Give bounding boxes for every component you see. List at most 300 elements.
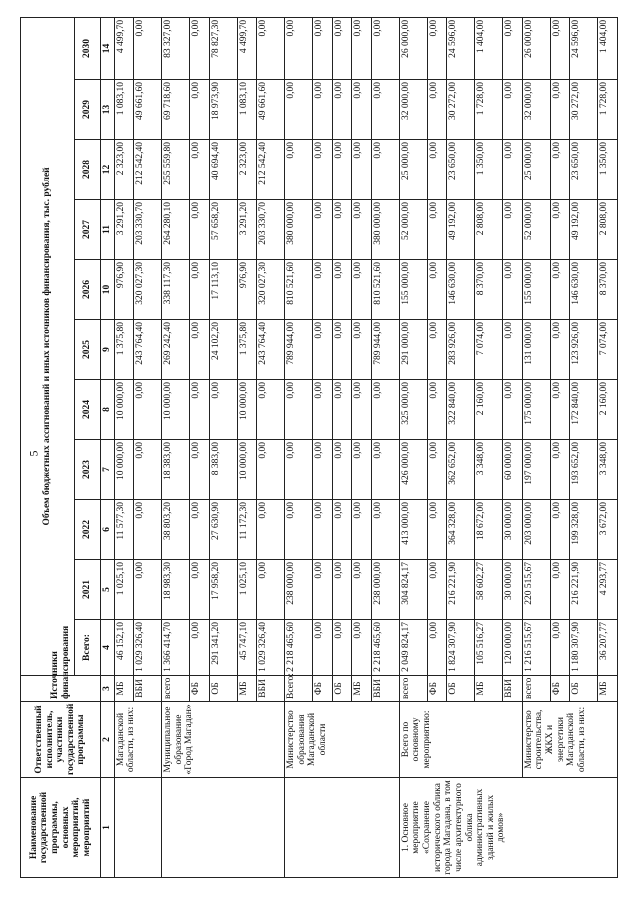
- year-value-cell: 131 000,00: [522, 320, 550, 380]
- year-value-cell: 0,00: [189, 500, 209, 560]
- year-value-cell: 0,00: [189, 380, 209, 440]
- year-value-cell: 146 630,00: [570, 260, 598, 320]
- header-numbers-row: [101, 17, 115, 877]
- year-value-cell: 0,00: [189, 440, 209, 500]
- year-value-cell: 0,00: [352, 80, 372, 140]
- header-number: 2: [101, 702, 115, 778]
- total-value-cell: 1 029 326,40: [134, 620, 162, 676]
- year-value-cell: 264 280,10: [162, 200, 190, 260]
- year-value-cell: 0,00: [312, 380, 332, 440]
- table-row: [114, 17, 134, 877]
- source-cell: ФБ: [550, 676, 570, 702]
- year-value-cell: 413 000,00: [399, 500, 427, 560]
- year-value-cell: 0,00: [312, 320, 332, 380]
- year-value-cell: 0,00: [312, 560, 332, 620]
- year-value-cell: 0,00: [332, 380, 352, 440]
- header-number: 11: [101, 200, 115, 260]
- year-value-cell: 269 242,40: [162, 320, 190, 380]
- header-year: 2025: [75, 320, 101, 380]
- source-cell: ФБ: [312, 676, 332, 702]
- year-value-cell: 976,90: [237, 260, 257, 320]
- year-value-cell: 49 192,00: [570, 200, 598, 260]
- year-value-cell: 52 000,00: [399, 200, 427, 260]
- source-cell: ФБ: [189, 676, 209, 702]
- year-value-cell: 322 840,00: [447, 380, 475, 440]
- year-value-cell: 0,00: [427, 17, 447, 79]
- year-value-cell: 1 025,10: [237, 560, 257, 620]
- year-value-cell: 18 672,00: [475, 500, 503, 560]
- year-value-cell: 0,00: [257, 17, 285, 79]
- header-year: 2023: [75, 440, 101, 500]
- executor-cell: Магаданской области, из них:: [114, 702, 162, 778]
- source-cell: ФБ: [427, 676, 447, 702]
- year-value-cell: 8 383,00: [209, 440, 237, 500]
- year-value-cell: 810 521,60: [285, 260, 313, 320]
- year-value-cell: 0,00: [189, 17, 209, 79]
- year-value-cell: 0,00: [312, 260, 332, 320]
- year-value-cell: 1 404,00: [598, 17, 618, 79]
- year-value-cell: 0,00: [332, 500, 352, 560]
- year-value-cell: 10 000,00: [114, 380, 134, 440]
- year-value-cell: 38 803,20: [162, 500, 190, 560]
- source-cell: МБ: [598, 676, 618, 702]
- year-value-cell: 291 000,00: [399, 320, 427, 380]
- year-value-cell: 2 323,00: [114, 140, 134, 200]
- year-value-cell: 0,00: [332, 80, 352, 140]
- year-value-cell: 0,00: [312, 17, 332, 79]
- header-year: 2022: [75, 500, 101, 560]
- year-value-cell: 0,00: [312, 200, 332, 260]
- year-value-cell: 1 083,10: [237, 80, 257, 140]
- total-value-cell: 0,00: [189, 620, 209, 676]
- year-value-cell: 810 521,60: [371, 260, 399, 320]
- year-value-cell: 0,00: [503, 200, 523, 260]
- year-value-cell: 0,00: [332, 560, 352, 620]
- year-value-cell: 0,00: [352, 260, 372, 320]
- year-value-cell: 123 926,00: [570, 320, 598, 380]
- source-cell: всего: [399, 676, 427, 702]
- year-value-cell: 3 348,00: [598, 440, 618, 500]
- year-value-cell: 11 577,30: [114, 500, 134, 560]
- year-value-cell: 49 192,00: [447, 200, 475, 260]
- year-value-cell: 1 083,10: [114, 80, 134, 140]
- year-value-cell: 2 808,00: [598, 200, 618, 260]
- year-value-cell: 30 000,00: [503, 560, 523, 620]
- year-value-cell: 0,00: [427, 560, 447, 620]
- total-value-cell: 0,00: [427, 620, 447, 676]
- year-value-cell: 255 559,80: [162, 140, 190, 200]
- year-value-cell: 0,00: [550, 260, 570, 320]
- year-value-cell: 0,00: [371, 17, 399, 79]
- year-value-cell: 0,00: [134, 380, 162, 440]
- total-value-cell: 1 216 515,67: [522, 620, 550, 676]
- header-volume: Объем бюджетных ассигнований и иных источников финансирования, тыс. рублей: [21, 17, 75, 675]
- year-value-cell: 0,00: [503, 320, 523, 380]
- year-value-cell: 10 000,00: [237, 380, 257, 440]
- year-value-cell: 0,00: [189, 560, 209, 620]
- total-value-cell: 0,00: [550, 620, 570, 676]
- year-value-cell: 30 000,00: [503, 500, 523, 560]
- year-value-cell: 1 375,80: [114, 320, 134, 380]
- header-number: 8: [101, 380, 115, 440]
- year-value-cell: 24 102,20: [209, 320, 237, 380]
- year-value-cell: 0,00: [427, 80, 447, 140]
- total-value-cell: 120 000,00: [503, 620, 523, 676]
- year-value-cell: 0,00: [427, 200, 447, 260]
- year-value-cell: 0,00: [371, 140, 399, 200]
- year-value-cell: 216 221,90: [570, 560, 598, 620]
- year-value-cell: 1 350,00: [598, 140, 618, 200]
- year-value-cell: 155 000,00: [522, 260, 550, 320]
- table-body: [114, 17, 617, 877]
- year-value-cell: 11 172,30: [237, 500, 257, 560]
- header-year: 2024: [75, 380, 101, 440]
- year-value-cell: 238 000,00: [285, 560, 313, 620]
- year-value-cell: 1 404,00: [475, 17, 503, 79]
- header-year: 2030: [75, 17, 101, 79]
- year-value-cell: 49 661,60: [134, 80, 162, 140]
- table-row: [162, 17, 190, 877]
- year-value-cell: 304 824,17: [399, 560, 427, 620]
- year-value-cell: 0,00: [312, 500, 332, 560]
- source-cell: ВБИ: [503, 676, 523, 702]
- year-value-cell: 0,00: [550, 560, 570, 620]
- source-cell: всего: [522, 676, 550, 702]
- year-value-cell: 0,00: [550, 200, 570, 260]
- total-value-cell: 105 516,27: [475, 620, 503, 676]
- year-value-cell: 0,00: [257, 500, 285, 560]
- year-value-cell: 78 827,30: [209, 17, 237, 79]
- source-cell: ОБ: [447, 676, 475, 702]
- source-cell: МБ: [114, 676, 134, 702]
- year-value-cell: 0,00: [371, 440, 399, 500]
- year-value-cell: 1 350,00: [475, 140, 503, 200]
- year-value-cell: 0,00: [257, 560, 285, 620]
- year-value-cell: 26 000,00: [399, 17, 427, 79]
- year-value-cell: 0,00: [352, 500, 372, 560]
- year-value-cell: 1 025,10: [114, 560, 134, 620]
- page-number: 5: [26, 450, 41, 457]
- year-value-cell: 0,00: [312, 140, 332, 200]
- year-value-cell: 32 000,00: [522, 80, 550, 140]
- year-value-cell: 0,00: [352, 140, 372, 200]
- year-value-cell: 172 840,00: [570, 380, 598, 440]
- year-value-cell: 17 113,10: [209, 260, 237, 320]
- year-value-cell: 0,00: [503, 80, 523, 140]
- year-value-cell: 0,00: [550, 500, 570, 560]
- year-value-cell: 0,00: [352, 440, 372, 500]
- year-value-cell: 17 958,20: [209, 560, 237, 620]
- year-value-cell: 23 650,00: [447, 140, 475, 200]
- year-value-cell: 0,00: [550, 80, 570, 140]
- year-value-cell: 0,00: [285, 140, 313, 200]
- year-value-cell: 212 542,40: [257, 140, 285, 200]
- year-value-cell: 0,00: [257, 380, 285, 440]
- year-value-cell: 216 221,90: [447, 560, 475, 620]
- year-value-cell: 4 499,70: [114, 17, 134, 79]
- executor-cell: Всего по основному мероприятию:: [399, 702, 522, 778]
- year-value-cell: 0,00: [285, 500, 313, 560]
- rotated-page: [20, 18, 618, 878]
- year-value-cell: 364 328,00: [447, 500, 475, 560]
- year-value-cell: 4 293,77: [598, 560, 618, 620]
- year-value-cell: 3 291,20: [237, 200, 257, 260]
- source-cell: МБ: [237, 676, 257, 702]
- header-name: Наименование государственной программы, основных мероприятий, мероприятий: [21, 778, 101, 878]
- total-value-cell: 2 218 465,60: [371, 620, 399, 676]
- year-value-cell: 212 542,40: [134, 140, 162, 200]
- year-value-cell: 362 652,00: [447, 440, 475, 500]
- year-value-cell: 0,00: [189, 140, 209, 200]
- header-year: 2029: [75, 80, 101, 140]
- year-value-cell: 0,00: [189, 260, 209, 320]
- year-value-cell: 0,00: [189, 80, 209, 140]
- year-value-cell: 27 630,90: [209, 500, 237, 560]
- source-cell: ВБИ: [134, 676, 162, 702]
- source-cell: ОБ: [570, 676, 598, 702]
- year-value-cell: 49 661,60: [257, 80, 285, 140]
- year-value-cell: 0,00: [503, 380, 523, 440]
- year-value-cell: 24 596,00: [447, 17, 475, 79]
- header-number: 6: [101, 500, 115, 560]
- header-number: 10: [101, 260, 115, 320]
- year-value-cell: 283 926,00: [447, 320, 475, 380]
- source-cell: всего: [162, 676, 190, 702]
- year-value-cell: 0,00: [285, 80, 313, 140]
- header-number: 12: [101, 140, 115, 200]
- year-value-cell: 0,00: [550, 17, 570, 79]
- year-value-cell: 220 515,67: [522, 560, 550, 620]
- year-value-cell: 3 291,20: [114, 200, 134, 260]
- year-value-cell: 0,00: [134, 17, 162, 79]
- year-value-cell: 1 728,00: [475, 80, 503, 140]
- total-value-cell: 0,00: [332, 620, 352, 676]
- source-cell: МБ: [352, 676, 372, 702]
- source-cell: ВБИ: [257, 676, 285, 702]
- year-value-cell: 26 000,00: [522, 17, 550, 79]
- year-value-cell: 2 808,00: [475, 200, 503, 260]
- year-value-cell: 8 370,00: [598, 260, 618, 320]
- header-number: 9: [101, 320, 115, 380]
- year-value-cell: 0,00: [332, 17, 352, 79]
- year-value-cell: 380 000,00: [371, 200, 399, 260]
- program-name-cell: [162, 778, 285, 878]
- year-value-cell: 0,00: [371, 500, 399, 560]
- year-value-cell: 0,00: [332, 320, 352, 380]
- year-value-cell: 25 000,00: [399, 140, 427, 200]
- year-value-cell: 0,00: [332, 440, 352, 500]
- year-value-cell: 30 272,00: [570, 80, 598, 140]
- year-value-cell: 2 160,00: [475, 380, 503, 440]
- header-year: 2021: [75, 560, 101, 620]
- year-value-cell: 193 652,00: [570, 440, 598, 500]
- total-value-cell: 291 341,20: [209, 620, 237, 676]
- year-value-cell: 30 272,00: [447, 80, 475, 140]
- year-value-cell: 789 944,00: [371, 320, 399, 380]
- total-value-cell: 0,00: [352, 620, 372, 676]
- year-value-cell: 789 944,00: [285, 320, 313, 380]
- year-value-cell: 0,00: [134, 500, 162, 560]
- year-value-cell: 0,00: [134, 560, 162, 620]
- year-value-cell: 0,00: [285, 17, 313, 79]
- source-cell: ОБ: [209, 676, 237, 702]
- year-value-cell: 426 000,00: [399, 440, 427, 500]
- year-value-cell: 2 323,00: [237, 140, 257, 200]
- year-value-cell: 0,00: [550, 440, 570, 500]
- year-value-cell: 25 000,00: [522, 140, 550, 200]
- year-value-cell: 238 000,00: [371, 560, 399, 620]
- year-value-cell: 243 764,40: [257, 320, 285, 380]
- year-value-cell: 0,00: [427, 500, 447, 560]
- header-year: 2027: [75, 200, 101, 260]
- year-value-cell: 197 000,00: [522, 440, 550, 500]
- header-number: 3: [101, 676, 115, 702]
- header-number: 5: [101, 560, 115, 620]
- year-value-cell: 203 330,70: [257, 200, 285, 260]
- header-year: 2026: [75, 260, 101, 320]
- year-value-cell: 155 000,00: [399, 260, 427, 320]
- year-value-cell: 0,00: [189, 320, 209, 380]
- year-value-cell: 325 000,00: [399, 380, 427, 440]
- program-name-cell: [114, 778, 162, 878]
- executor-cell: Муниципальное образование «Город Магадан»: [162, 702, 285, 778]
- year-value-cell: 57 658,20: [209, 200, 237, 260]
- table-row: [399, 17, 427, 877]
- year-value-cell: 380 000,00: [285, 200, 313, 260]
- total-value-cell: 0,00: [312, 620, 332, 676]
- year-value-cell: 0,00: [352, 200, 372, 260]
- year-value-cell: 0,00: [352, 380, 372, 440]
- year-value-cell: 23 650,00: [570, 140, 598, 200]
- year-value-cell: 60 000,00: [503, 440, 523, 500]
- header-total: Всего:: [75, 620, 101, 676]
- year-value-cell: 1 728,00: [598, 80, 618, 140]
- year-value-cell: 10 000,00: [162, 380, 190, 440]
- source-cell: ОБ: [332, 676, 352, 702]
- header-source: Источники финансирования: [21, 676, 101, 702]
- financing-table: [20, 17, 618, 878]
- year-value-cell: 0,00: [332, 140, 352, 200]
- year-value-cell: 83 327,00: [162, 17, 190, 79]
- year-value-cell: 3 348,00: [475, 440, 503, 500]
- year-value-cell: 203 330,70: [134, 200, 162, 260]
- header-executor: Ответственный исполнитель, участники государственной программы: [21, 702, 101, 778]
- year-value-cell: 32 000,00: [399, 80, 427, 140]
- total-value-cell: 45 747,10: [237, 620, 257, 676]
- year-value-cell: 3 672,00: [598, 500, 618, 560]
- year-value-cell: 0,00: [503, 260, 523, 320]
- header-number: 14: [101, 17, 115, 79]
- executor-cell: Министерство строительства, ЖКХ и энергетики Магаданской области, из них:: [522, 702, 617, 778]
- header-number: 1: [101, 778, 115, 878]
- year-value-cell: 0,00: [332, 200, 352, 260]
- year-value-cell: 175 000,00: [522, 380, 550, 440]
- total-value-cell: 1 824 307,90: [447, 620, 475, 676]
- total-value-cell: 1 180 307,90: [570, 620, 598, 676]
- year-value-cell: 0,00: [427, 320, 447, 380]
- year-value-cell: 2 160,00: [598, 380, 618, 440]
- year-value-cell: 0,00: [371, 80, 399, 140]
- total-value-cell: 46 152,10: [114, 620, 134, 676]
- year-value-cell: 0,00: [550, 320, 570, 380]
- year-value-cell: 338 117,30: [162, 260, 190, 320]
- year-value-cell: 8 370,00: [475, 260, 503, 320]
- year-value-cell: 0,00: [427, 380, 447, 440]
- year-value-cell: 0,00: [503, 17, 523, 79]
- year-value-cell: 243 764,40: [134, 320, 162, 380]
- year-value-cell: 199 328,00: [570, 500, 598, 560]
- year-value-cell: 10 000,00: [114, 440, 134, 500]
- year-value-cell: 0,00: [550, 140, 570, 200]
- table-row: [285, 17, 313, 877]
- year-value-cell: 0,00: [312, 440, 332, 500]
- header-number: 7: [101, 440, 115, 500]
- year-value-cell: 0,00: [285, 380, 313, 440]
- year-value-cell: 7 074,00: [598, 320, 618, 380]
- year-value-cell: 10 000,00: [237, 440, 257, 500]
- source-cell: Всего:: [285, 676, 313, 702]
- year-value-cell: 320 027,30: [257, 260, 285, 320]
- table-row: [522, 17, 550, 877]
- year-value-cell: 146 630,00: [447, 260, 475, 320]
- year-value-cell: 0,00: [352, 17, 372, 79]
- year-value-cell: 0,00: [257, 440, 285, 500]
- total-value-cell: 2 218 465,60: [285, 620, 313, 676]
- total-value-cell: 1 366 414,70: [162, 620, 190, 676]
- program-name-cell: 1. Основное мероприятие «Сохранение исторического облика города Магадана, в том числе архитектурного облика административных зданий и жилых домов»: [399, 778, 617, 878]
- program-name-cell: [285, 778, 400, 878]
- header-number: 13: [101, 80, 115, 140]
- year-value-cell: 0,00: [352, 320, 372, 380]
- year-value-cell: 203 000,00: [522, 500, 550, 560]
- year-value-cell: 4 499,70: [237, 17, 257, 79]
- source-cell: МБ: [475, 676, 503, 702]
- year-value-cell: 24 596,00: [570, 17, 598, 79]
- year-value-cell: 1 375,80: [237, 320, 257, 380]
- year-value-cell: 0,00: [209, 380, 237, 440]
- year-value-cell: 40 694,40: [209, 140, 237, 200]
- year-value-cell: 18 973,90: [209, 80, 237, 140]
- total-value-cell: 2 049 824,17: [399, 620, 427, 676]
- year-value-cell: 976,90: [114, 260, 134, 320]
- year-value-cell: 320 027,30: [134, 260, 162, 320]
- year-value-cell: 0,00: [427, 140, 447, 200]
- header-year: 2028: [75, 140, 101, 200]
- header-number: 4: [101, 620, 115, 676]
- year-value-cell: 0,00: [134, 440, 162, 500]
- total-value-cell: 1 029 326,40: [257, 620, 285, 676]
- year-value-cell: 0,00: [352, 560, 372, 620]
- year-value-cell: 0,00: [427, 440, 447, 500]
- year-value-cell: 69 718,60: [162, 80, 190, 140]
- year-value-cell: 58 602,27: [475, 560, 503, 620]
- year-value-cell: 18 383,00: [162, 440, 190, 500]
- source-cell: ВБИ: [371, 676, 399, 702]
- year-value-cell: 0,00: [427, 260, 447, 320]
- year-value-cell: 0,00: [550, 380, 570, 440]
- year-value-cell: 0,00: [371, 380, 399, 440]
- total-value-cell: 36 207,77: [598, 620, 618, 676]
- year-value-cell: 52 000,00: [522, 200, 550, 260]
- year-value-cell: 0,00: [189, 200, 209, 260]
- year-value-cell: 0,00: [285, 440, 313, 500]
- year-value-cell: 0,00: [332, 260, 352, 320]
- year-value-cell: 0,00: [503, 140, 523, 200]
- year-value-cell: 18 983,30: [162, 560, 190, 620]
- executor-cell: Министерство образования Магаданской области: [285, 702, 400, 778]
- year-value-cell: 0,00: [312, 80, 332, 140]
- year-value-cell: 7 074,00: [475, 320, 503, 380]
